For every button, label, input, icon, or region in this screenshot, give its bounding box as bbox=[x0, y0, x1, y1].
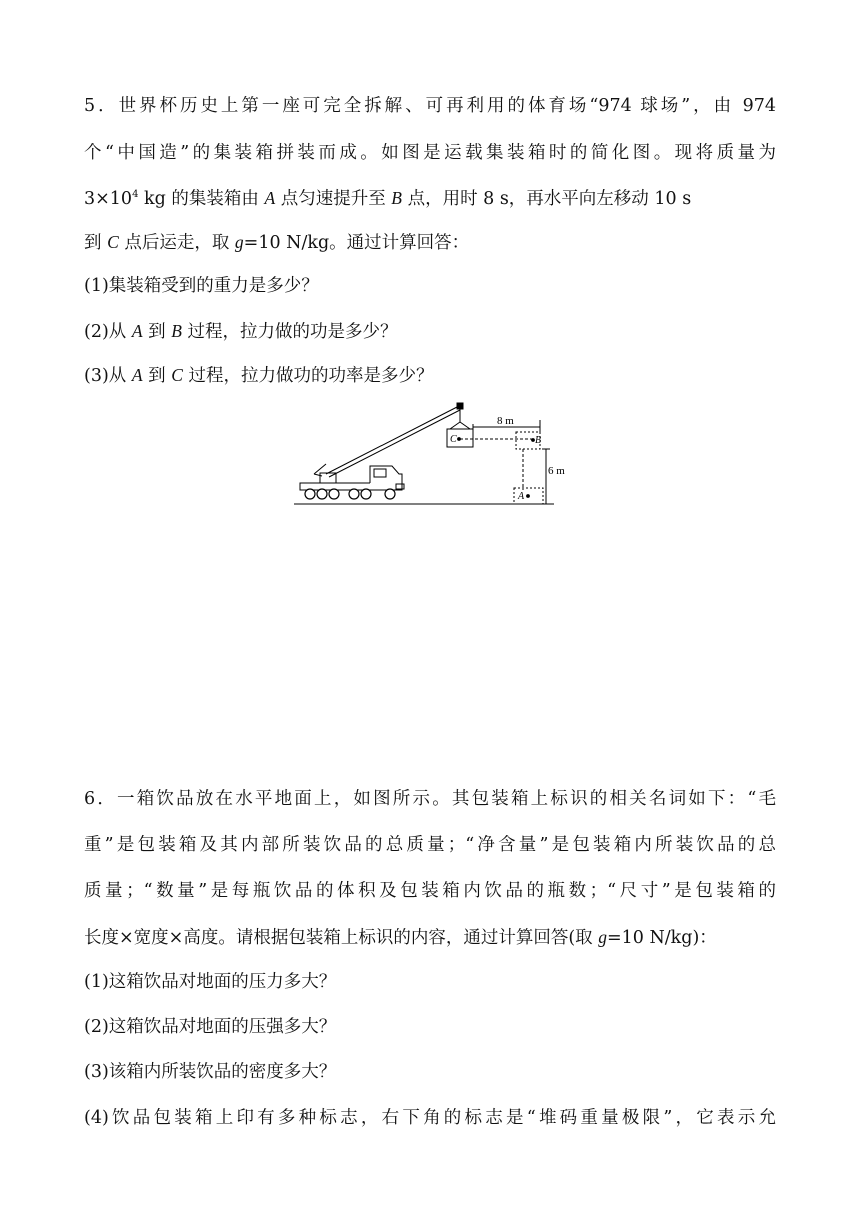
crane-boom bbox=[326, 406, 459, 474]
q6-sub-question-4: (4)饮品包装箱上印有多种标志，右下角的标志是“堆码重量极限”，它表示允 bbox=[84, 1108, 776, 1128]
text-run: 到 bbox=[142, 322, 172, 342]
point-a-label: A bbox=[264, 188, 276, 208]
point-c-label: C bbox=[107, 232, 119, 252]
label-a: A bbox=[518, 491, 525, 502]
point-a-label: A bbox=[131, 321, 143, 341]
mass-base: 3×10 bbox=[84, 189, 133, 209]
text-run: 过程，拉力做功的功率是多少？ bbox=[182, 366, 434, 386]
q6-line-1: 6．一箱饮品放在水平地面上，如图所示。其包装箱上标识的相关名词如下：“毛 bbox=[84, 789, 776, 809]
text-run: 长度×宽度×高度。请根据包装箱上标识的内容，通过计算回答(取 bbox=[84, 928, 599, 948]
text-run: 点匀速提升至 bbox=[275, 189, 392, 209]
gravity-symbol: g bbox=[598, 927, 607, 947]
text-run: 点，用时 8 s，再水平向左移动 10 s bbox=[402, 189, 692, 209]
point-b-label: B bbox=[391, 188, 402, 208]
q5-line-1: 5．世界杯历史上第一座可完全拆解、可再利用的体育场“974 球场”，由 974 bbox=[84, 96, 776, 116]
distance-6m-label: 6 m bbox=[548, 465, 565, 477]
text-run: =10 N/kg)： bbox=[606, 928, 717, 948]
q6-sub-question-2: (2)这箱饮品对地面的压强多大？ bbox=[84, 1017, 337, 1037]
point-c-label: C bbox=[171, 365, 183, 385]
q5-sub-question-2 bbox=[84, 319, 397, 344]
label-c: C bbox=[450, 434, 457, 445]
q6-line-2: 重”是包装箱及其内部所装饮品的总质量；“净含量”是包装箱内所装饮品的总 bbox=[84, 835, 776, 855]
q6-sub-question-1: (1)这箱饮品对地面的压力多大？ bbox=[84, 972, 337, 992]
point-a-label: A bbox=[131, 365, 143, 385]
text-run: kg 的集装箱由 bbox=[138, 189, 265, 209]
text-run: 到 bbox=[142, 366, 172, 386]
q5-sub-question-3 bbox=[84, 363, 433, 388]
q5-line-3 bbox=[84, 186, 691, 211]
distance-8m-label: 8 m bbox=[497, 415, 514, 427]
text-run: (2)从 bbox=[84, 322, 132, 342]
q5-line-4 bbox=[84, 230, 469, 255]
q6-line-4 bbox=[84, 925, 717, 950]
q5-line-2: 个“中国造”的集装箱拼装而成。如图是运载集装箱时的简化图。现将质量为 bbox=[84, 143, 776, 163]
text-run: 到 bbox=[84, 233, 108, 253]
q6-sub-question-3: (3)该箱内所装饮品的密度多大？ bbox=[84, 1062, 337, 1082]
label-b: B bbox=[535, 435, 542, 446]
mass-exponent: 4 bbox=[132, 189, 139, 200]
q5-sub-question-1: (1)集装箱受到的重力是多少？ bbox=[84, 276, 319, 296]
gravity-symbol: g bbox=[234, 232, 244, 252]
text-run: (3)从 bbox=[84, 366, 132, 386]
crane-truck-figure bbox=[292, 400, 572, 510]
q6-line-3: 质量；“数量”是每瓶饮品的体积及包装箱内饮品的瓶数；“尺寸”是包装箱的 bbox=[84, 881, 776, 901]
text-run: 点后运走，取 bbox=[118, 233, 235, 253]
point-b-label: B bbox=[171, 321, 182, 341]
crane-hook bbox=[457, 403, 463, 409]
text-run: 过程，拉力做的功是多少？ bbox=[181, 322, 398, 342]
text-run: =10 N/kg。通过计算回答： bbox=[243, 233, 470, 253]
